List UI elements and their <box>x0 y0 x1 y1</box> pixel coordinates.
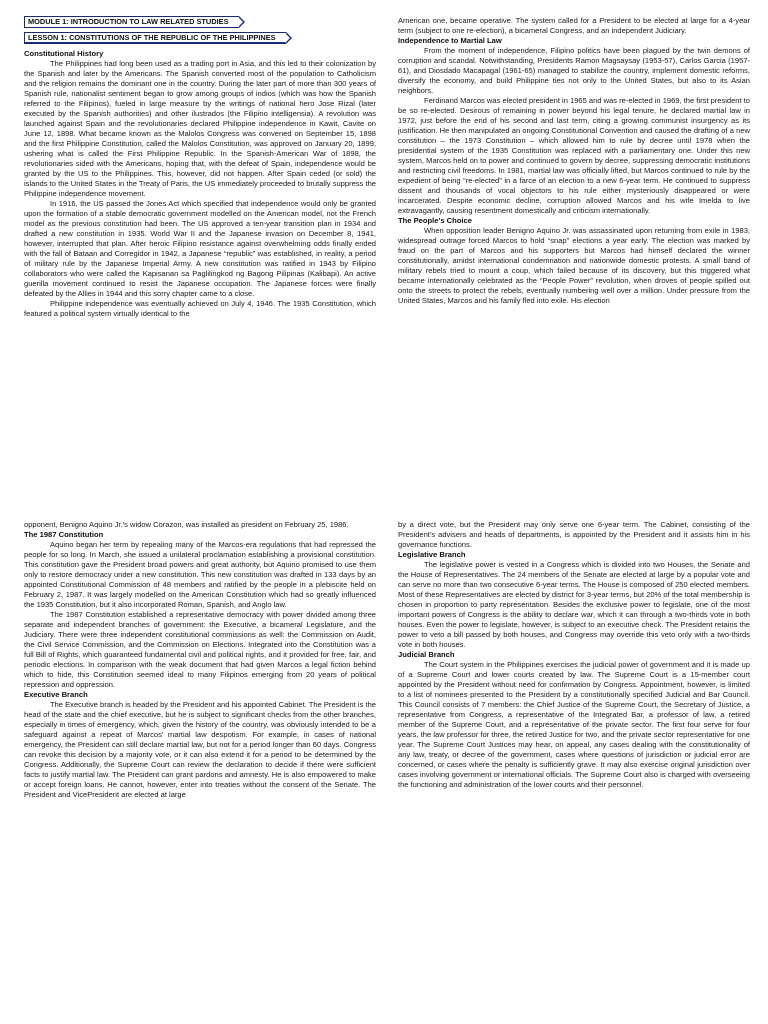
paragraph: From the moment of independence, Filipino politics have been plagued by the twin demons of corruption and scandal. Notwithstanding, Presidents Ramon Magsaysay (1953-57), Carlos Garcia (1957-61), and Diosdado Macapagal (1961-65) managed to stabilize the country, implement domestic reforms, diversify the economy, and build Philippine ties not only to the United States, but also to its Asian neighbors. <box>398 46 750 95</box>
paragraph-continued: opponent, Benigno Aquino Jr.’s widow Corazon, was installed as president on February 25, 1986. <box>24 520 349 529</box>
section-heading-executive-branch: Executive Branch <box>24 690 88 699</box>
paragraph: Aquino began her term by repealing many of the Marcos-era regulations that had repressed the people for so long. In March, she issued a unilateral proclamation establishing a provisional constitution. This constitution gave the President broad powers and great authority, but Aquino promised to use them only to restore democracy under a new constitution. This new constitution was drafted in 133 days by an appointed Constitutional Commission of 48 members and ratified by the people in a plebiscite held on February 2, 1987. It was largely modelled on the American Constitution which had so greatly influenced the 1935 Constitution, but it also incorporated Roman, Spanish, and Anglo law. <box>24 540 376 609</box>
paragraph: Philippine independence was eventually achieved on July 4, 1946. The 1935 Constitution, which featured a political system virtually identical to the <box>24 299 376 318</box>
page-2-right-column <box>398 520 750 790</box>
paragraph: The Philippines had long been used as a trading port in Asia, and this led to their colonization by the Spanish and later by the Americans. The Spanish converted most of the population to Catholicism and the religion remains the dominant one in the country. During the later part of more than 300 years of Spanish rule, nationalist sentiment began to grow among groups of indios (which was how the Spanish referred to the Filipinos), fueled in large measure by the writings of national hero Jose Rizal (later executed by the Spanish authorities) and other ilustrados (the Filipino intelligensia). A revolution was launched against Spain and the revolutionaries declared Philippine independence in Kawit, Cavite on June 12, 1898. What became known as the Malolos Congress was convened on September 15, 1898 and the first Philippine Constitution, called the Malolos Constitution, was approved on January 20, 1899, ushering what is called the First Philippine Republic. In the Spanish-American War of 1898, the revolutionaries sided with the Americans, hoping that, with the defeat of Spain, independence would be granted by the US to the Philippines. This, however, did not happen. After Spain ceded (or sold) the islands to the United States in the Treaty of Paris, the US immediately proceeded to brutally suppress the Philippine independence movement. <box>24 59 376 198</box>
paragraph: The legislative power is vested in a Congress which is divided into two Houses, the Senate and the House of Representatives. The 24 members of the Senate are elected at large by a popular vote and can serve no more than two consecutive 6-year terms. The House is composed of 250 elected members. Most of these Representatives are elected by district for 3-year terms, but 20% of the total membership is chosen in proportion to party representation. Besides the exclusive power to legislate, one of the most important powers of Congress is the ability to declare war, which it can through a two-thirds vote in both houses. Even the power to legislate, however, is subject to an executive check. The President retains the power to veto a bill passed by both houses, and Congress may override this veto only with a two-thirds vote in both houses. <box>398 560 750 649</box>
page-2-left-column <box>24 520 376 800</box>
paragraph: The 1987 Constitution established a representative democracy with power divided among three separate and independent branches of government: the Executive, a bicameral Legislature, and the Judiciary. There were three independent constitutional commissions as well: the Commission on Audit, the Civil Service Commission, and the Commission on Elections. Integrated into the Constitution was a full Bill of Rights, which guaranteed fundamental civil and political rights, and it provided for free, fair, and periodic elections. In comparison with the weak document that had given Marcos a legal fiction behind which to hide, this Constitution seemed ideal to many Filipinos emerging from 20 years of political repression and oppression. <box>24 610 376 689</box>
section-heading-martial-law: Independence to Martial Law <box>398 36 502 45</box>
paragraph: The Court system in the Philippines exercises the judicial power of government and it is made up of a Supreme Court and lower courts created by law. The Supreme Court is a 15-member court appointed by the President without need for confirmation by Congress. Appointment, however, is limited to a list of nominees presented to the President by a constitutionally specified Judicial and Bar Council. This Council consists of 7 members: the Chief Justice of the Supreme Court, the Secretary of Justice, a representative from Congress, a representative of the Integrated Bar, a professor of law, a retired member of the Supreme Court, and a representative of the private sector. The first four serve for four years, the law professor for three, the retired Justice for two, and the private sector representative for one year. The Supreme Court Justices may hear, on appeal, any cases dealing with the constitutionality of any law, treaty, or decree of the government, cases where questions of jurisdiction or judicial error are concerned, or cases where the penalty is sufficiently grave. It may also exercise original jurisdiction over cases involving government or international officials. The Supreme Court also is charged with overseeing the functioning and administration of the lower courts and their personnel. <box>398 660 750 789</box>
page-1-left-column <box>24 16 376 319</box>
page-1 <box>0 0 768 500</box>
section-heading-judicial-branch: Judicial Branch <box>398 650 455 659</box>
lesson-banner: LESSON 1: CONSTITUTIONS OF THE REPUBLIC OF THE PHILIPPINES <box>24 32 286 44</box>
paragraph: The Executive branch is headed by the President and his appointed Cabinet. The President is the head of the state and the chief executive, but he is subject to significant checks from the other branches, especially in times of emergency, which, given the history of the country, was obviously intended to be a safeguard against a repeat of Marcos’ martial law despotism. For example, in cases of national emergency, the President can still declare martial law, but not for a period longer than 60 days. Congress can revoke this decision by a majority vote, or it can also extend it for a period to be determined by the Congress. Additionally, the Supreme Court can review the declaration to decide if there were sufficient facts to justify martial law. The President can grant pardons and amnesty. He is also empowered to make or accept foreign loans. He cannot, however, enter into treaties without the consent of the Senate. The President and VicePresident are elected at large <box>24 700 376 799</box>
paragraph: When opposition leader Benigno Aquino Jr. was assassinated upon returning from exile in 1983, widespread outrage forced Marcos to hold “snap” elections a year early. The election was marked by fraud on the part of Marcos and his supporters but Marcos had himself declared the winner constitutionally, amidst international condemnation and nationwide domestic protests. A small band of military rebels tried to mount a coup, which failed because of its discovery, but this triggered what became internationally celebrated as the “People Power” revolution, when droves of people spilled out onto the streets to protect the rebels, eventually numbering well over a million. Under pressure from the United States, Marcos and his family fled into exile. His election <box>398 226 750 305</box>
section-heading-legislative-branch: Legislative Branch <box>398 550 466 559</box>
page-1-right-column <box>398 16 750 306</box>
page-2 <box>0 516 768 1024</box>
section-heading-peoples-choice: The People’s Choice <box>398 216 472 225</box>
section-heading-1987-constitution: The 1987 Constitution <box>24 530 104 539</box>
paragraph: Ferdinand Marcos was elected president in 1965 and was re-elected in 1969, the first president to be so re-elected. Desirous of remaining in power beyond his legal tenure, he declared martial law in 1972, just before the end of his second and last term, citing a growing communist insurgency as its justification. He then manipulated an ongoing Constitutional Convention and caused the drafting of a new constitution – the 1973 Constitution – which allowed him to rule by decree until 1978 when the presidential system of the 1935 Constitution was replaced with a parliamentary one. Under this new system, Marcos held on to power and continued to govern by decree, suppressing democratic institutions and restricting civil freedoms. In 1981, martial law was officially lifted, but Marcos continued to rule by the expedient of being “re-elected” in a farce of an election to a new 6-year term. He continued to suppress dissent and thousands of vocal objectors to his rule either mysteriously disappeared or were incarcerated. Despite economic decline, corruption allowed Marcos and his wife Imelda to live extravagantly, causing resentment domestically and criticism internationally. <box>398 96 750 215</box>
paragraph-continued: by a direct vote, but the President may only serve one 6-year term. The Cabinet, consisting of the President’s advisers and heads of departments, is appointed by the President and it assists him in his governance functions. <box>398 520 750 549</box>
paragraph-continued: American one, became operative. The system called for a President to be elected at large for a 4-year term (subject to one re-election), a bicameral Congress, and an independent Judiciary. <box>398 16 750 35</box>
paragraph: In 1916, the US passed the Jones Act which specified that independence would only be granted upon the formation of a stable democratic government modelled on the American model, not the French model as the previous constitution had been. The US approved a ten-year transition plan in 1934 and drafted a new constitution in 1935. World War II and the Japanese invasion on December 8, 1941, however, interrupted that plan. After heroic Filipino resistance against overwhelming odds finally ended with the fall of Bataan and Corregidor in 1942, a Japanese “republic” was established, in reality, a period of military rule by the Japanese Imperial Army. A new constitution was ratified in 1943 by Filipino collaborators who were called the Kapisanan sa Paglilingkod ng Bagong Pilipinas (Kalibapi). An active guerilla movement continued to resist the Japanese occupation. The Japanese forces were finally defeated by the Allies in 1944 and this sorry chapter came to a close. <box>24 199 376 298</box>
module-banner: MODULE 1: INTRODUCTION TO LAW RELATED STUDIES <box>24 16 239 28</box>
section-heading-constitutional-history: Constitutional History <box>24 49 104 58</box>
banners <box>24 16 376 48</box>
